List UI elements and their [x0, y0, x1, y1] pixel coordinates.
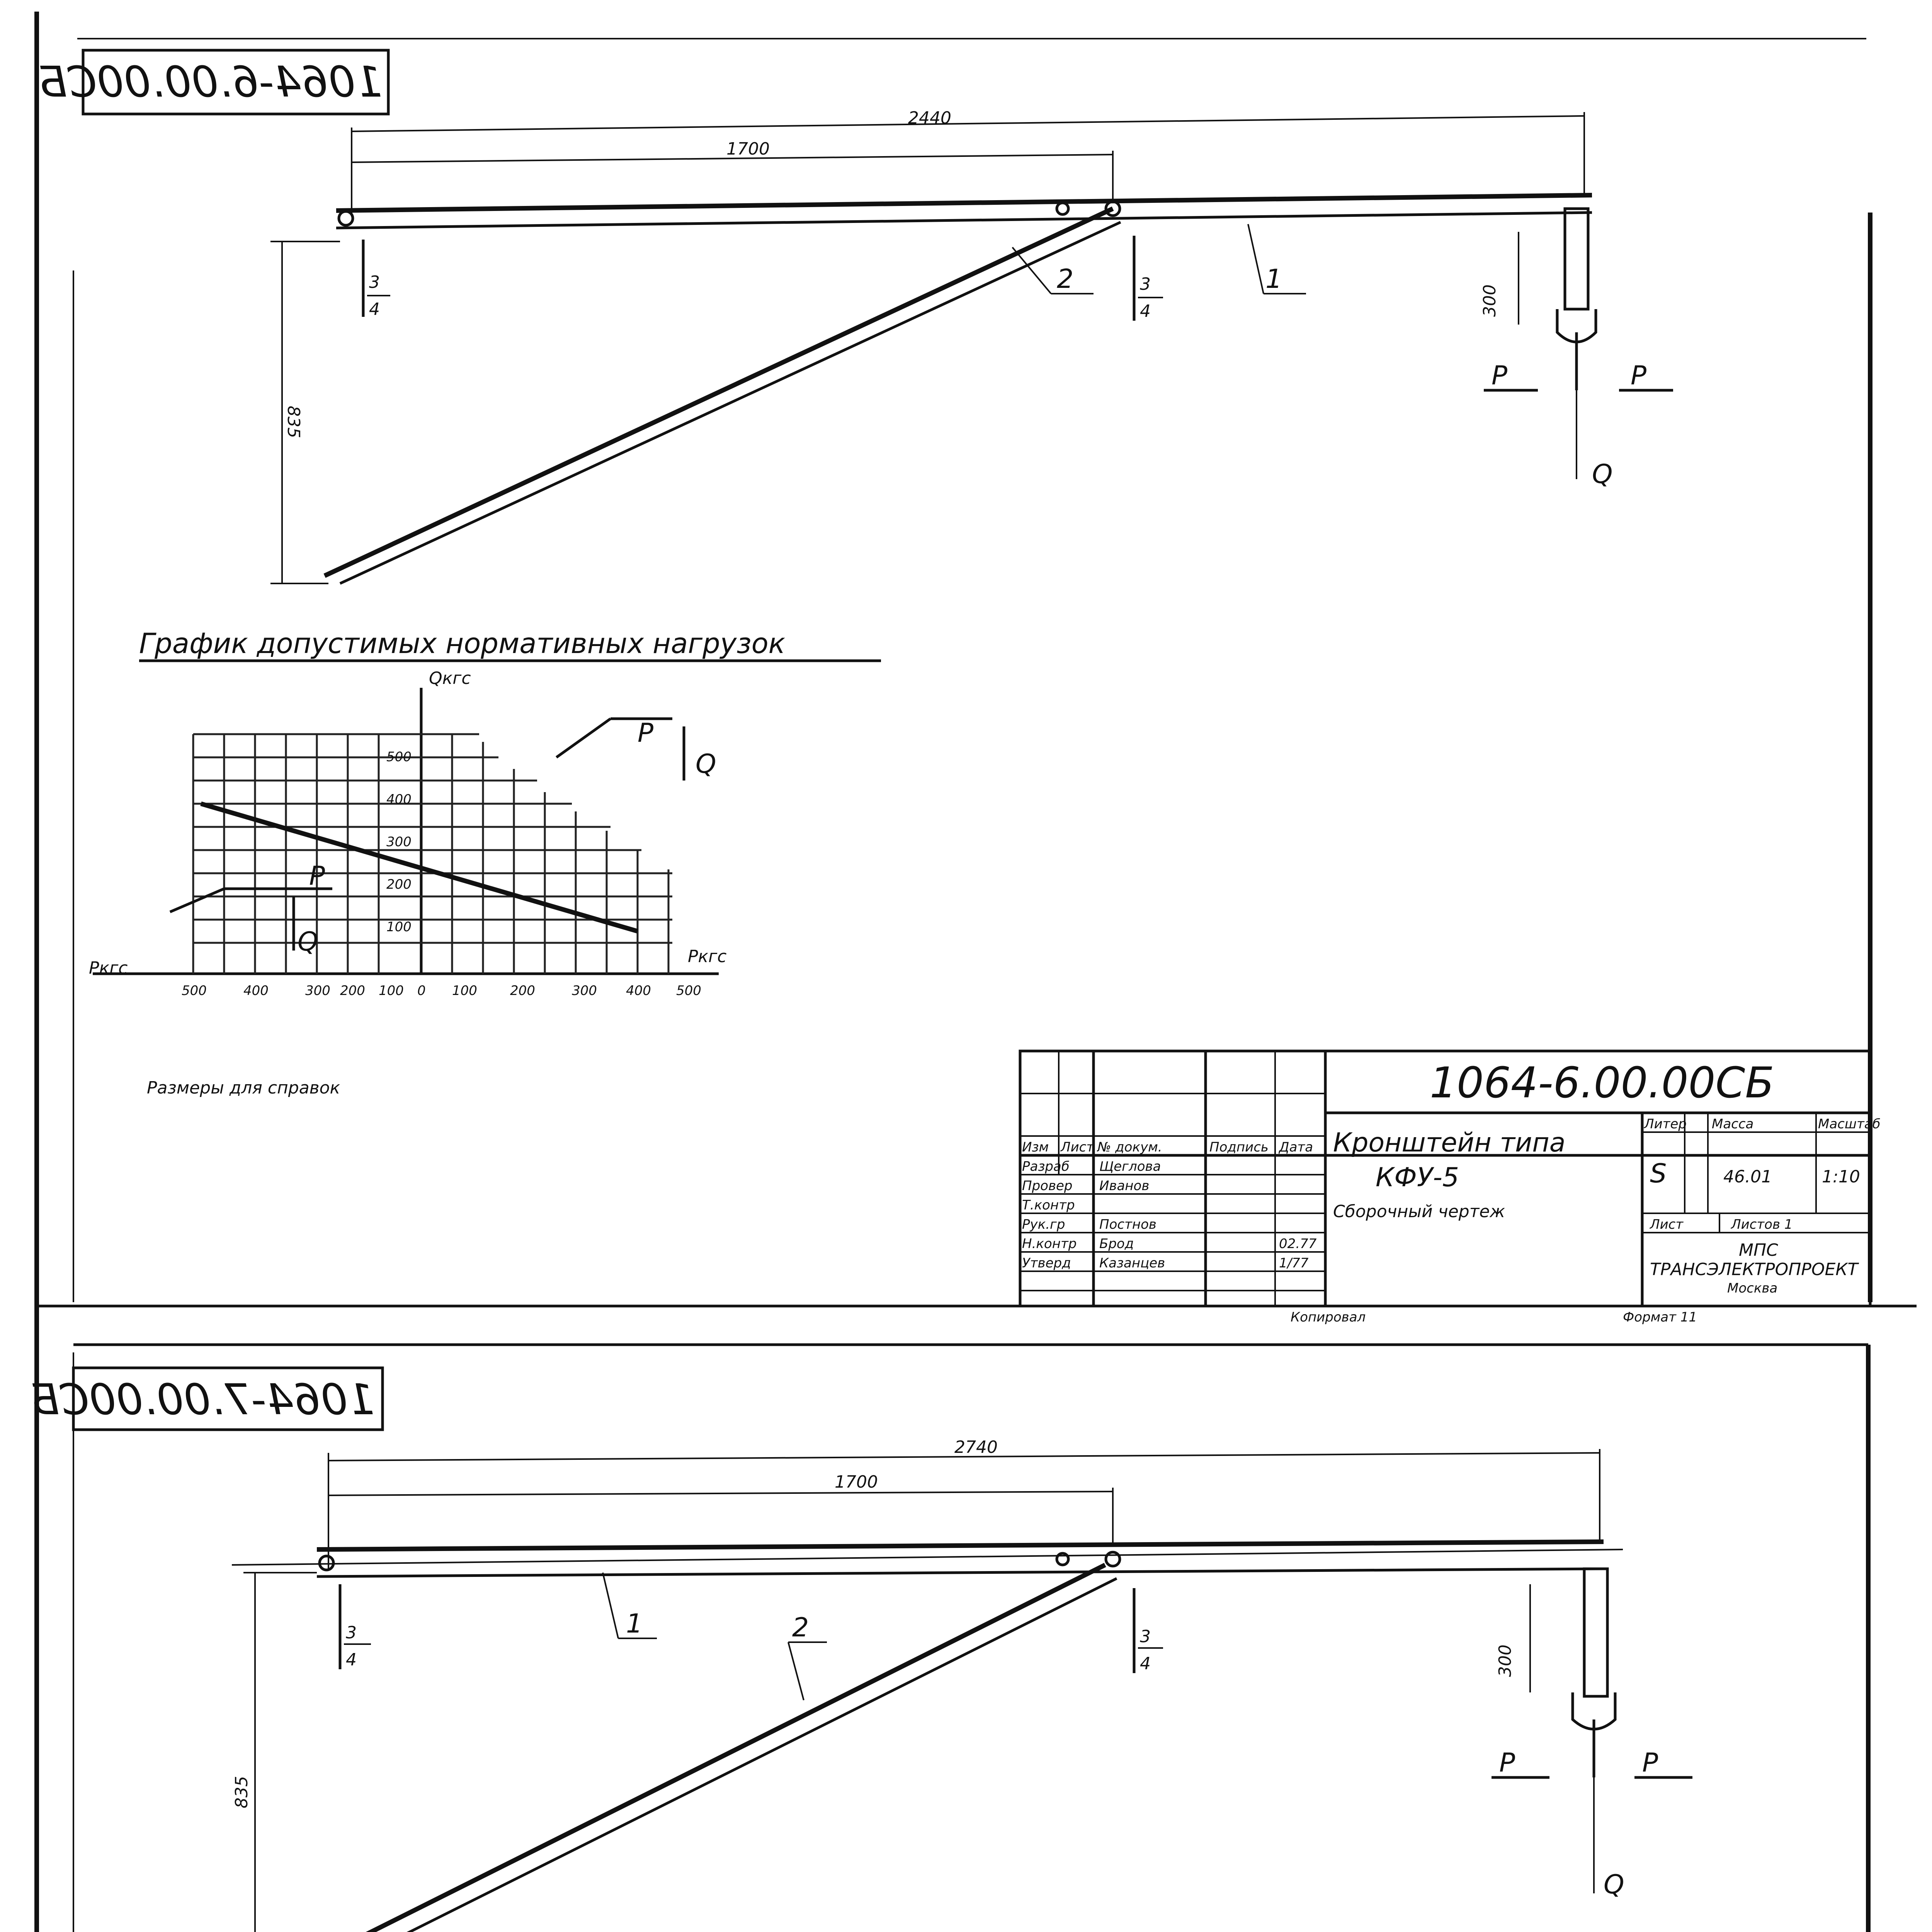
dim-hanger-2: 300 [1495, 1645, 1515, 1677]
tb-hdr-sheet-1: Лист [1650, 1217, 1684, 1232]
title-block-1 [1020, 1051, 1881, 1306]
dim-vertical-1: 835 [284, 406, 303, 438]
tb-hdr-sheets-1: Листов 1 [1731, 1217, 1793, 1232]
dim-total-2: 2740 [954, 1437, 998, 1457]
tb-org2-1: ТРАНСЭЛЕКТРОПРОЕКТ [1650, 1260, 1858, 1279]
tb-role-1-6: Утверд [1022, 1255, 1071, 1271]
dim-line-main-2 [328, 1492, 1113, 1495]
hanger-1 [1557, 209, 1596, 479]
xtick-1-1: 500 [182, 983, 207, 998]
load-q-2: Q [1604, 1869, 1624, 1900]
section-den-1a: 4 [369, 299, 380, 319]
ytick-1-4: 400 [386, 792, 412, 807]
tb-name-1-5: Брод [1099, 1236, 1134, 1252]
xtick-1-3: 300 [305, 983, 330, 998]
sheet-2 [30, 1368, 1880, 1932]
tb-name-1-1: Щеглова [1099, 1159, 1161, 1174]
graph-x-label-right-1: Pкгс [688, 947, 727, 966]
part-label-2-sheet1: 2 [1057, 264, 1074, 294]
tb-name1-1: Кронштейн типа [1333, 1128, 1566, 1158]
section-den-2b: 4 [1140, 1654, 1151, 1673]
tb-name-1-2: Иванов [1099, 1178, 1150, 1194]
svg-text:Q: Q [696, 749, 716, 779]
diagonal-strut-2 [309, 1565, 1117, 1932]
tb-role-1-3: Т.контр [1022, 1197, 1075, 1213]
svg-text:P: P [638, 718, 654, 748]
svg-text:Дата: Дата [1279, 1139, 1313, 1155]
tb-role-1-4: Рук.гр [1022, 1217, 1065, 1232]
tb-code-1: 1064-6.00.00СБ [1430, 1058, 1774, 1107]
svg-text:Лист: Лист [1061, 1139, 1094, 1155]
section-den-1b: 4 [1140, 301, 1151, 321]
dim-main-1: 1700 [726, 139, 770, 159]
section-num-2b: 3 [1140, 1627, 1151, 1646]
tb-role-1-1: Разраб [1022, 1159, 1070, 1174]
load-p-right-2: P [1642, 1748, 1658, 1778]
load-graph-1 [89, 668, 726, 998]
tb-name2-1: КФУ-5 [1376, 1162, 1459, 1193]
tb-mass-1: 46.01 [1723, 1167, 1772, 1187]
tb-date-1-6: 1/77 [1279, 1255, 1309, 1271]
graph-title-1: График допустимых нормативных нагрузок [139, 627, 786, 660]
xtick-1-9: 300 [572, 983, 597, 998]
horizontal-beam-1 [336, 195, 1592, 228]
svg-text:№ докум.: № докум. [1097, 1139, 1162, 1155]
tb-name-1-6: Казанцев [1099, 1255, 1165, 1271]
tb-org3-1: Москва [1727, 1281, 1778, 1296]
tb-hdr-stage-1: Литер [1644, 1116, 1687, 1132]
svg-text:Изм: Изм [1022, 1139, 1049, 1155]
dim-vertical-2: 835 [232, 1776, 252, 1808]
tb-hdr-scale-1: Масштаб [1818, 1116, 1881, 1132]
stamp-code-2: 1064-7.00.00СБ [30, 1375, 375, 1424]
hanger-2 [1573, 1569, 1615, 1893]
load-q-1: Q [1592, 459, 1613, 490]
xtick-1-7: 100 [452, 983, 477, 998]
part-label-1-sheet1: 1 [1265, 264, 1282, 294]
section-den-2a: 4 [346, 1650, 357, 1670]
svg-text:P: P [309, 861, 325, 891]
tb-hdr-mass-1: Масса [1712, 1116, 1754, 1132]
xtick-1-5: 100 [379, 983, 404, 998]
xtick-1-6: 0 [417, 983, 426, 998]
section-num-1b: 3 [1140, 274, 1151, 294]
graph-x-label-left-1: Pкгс [89, 958, 128, 978]
copied-1: Копировал [1291, 1310, 1366, 1325]
ytick-1-3: 300 [386, 834, 412, 850]
format-1: Формат 11 [1623, 1310, 1697, 1325]
horizontal-beam-2 [232, 1542, 1623, 1577]
tb-date-1-5: 02.77 [1279, 1236, 1317, 1252]
ytick-1-2: 200 [386, 877, 412, 892]
load-p-left-2: P [1499, 1748, 1515, 1778]
ytick-1-5: 500 [386, 749, 412, 765]
xtick-1-11: 500 [676, 983, 701, 998]
part-label-1-sheet2: 1 [626, 1609, 643, 1639]
section-num-2a: 3 [346, 1623, 357, 1643]
tb-org1-1: МПС [1739, 1240, 1778, 1260]
tb-scale-1: 1:10 [1822, 1167, 1860, 1187]
svg-text:Подпись: Подпись [1209, 1139, 1269, 1155]
dim-line-total-1 [352, 116, 1584, 131]
part-label-2-sheet2: 2 [792, 1612, 809, 1643]
dim-total-1: 2440 [908, 108, 951, 128]
stamp-code-1: 1064-6.00.00CБ [38, 57, 383, 107]
svg-text:Q: Q [298, 927, 318, 957]
sheet-1 [38, 50, 1880, 1325]
xtick-1-2: 400 [243, 983, 269, 998]
tb-stage-1: S [1650, 1158, 1667, 1189]
xtick-1-8: 200 [510, 983, 535, 998]
section-num-1a: 3 [369, 272, 380, 292]
load-p-right-1: P [1631, 361, 1647, 391]
ytick-1-1: 100 [386, 919, 412, 935]
dim-hanger-1: 300 [1480, 284, 1500, 317]
graph-y-label-1: Qкгс [429, 668, 471, 688]
tb-role-1-2: Провер [1022, 1178, 1073, 1194]
xtick-1-4: 200 [340, 983, 365, 998]
tb-role-1-5: Н.контр [1022, 1236, 1077, 1252]
load-p-left-1: P [1492, 361, 1508, 391]
tb-name-1-4: Постнов [1099, 1217, 1156, 1232]
note-1: Размеры для справок [147, 1078, 340, 1098]
diagonal-strut-1 [325, 209, 1121, 583]
dim-main-2: 1700 [835, 1472, 878, 1492]
xtick-1-10: 400 [626, 983, 651, 998]
tb-doctype-1: Сборочный чертеж [1333, 1202, 1505, 1221]
